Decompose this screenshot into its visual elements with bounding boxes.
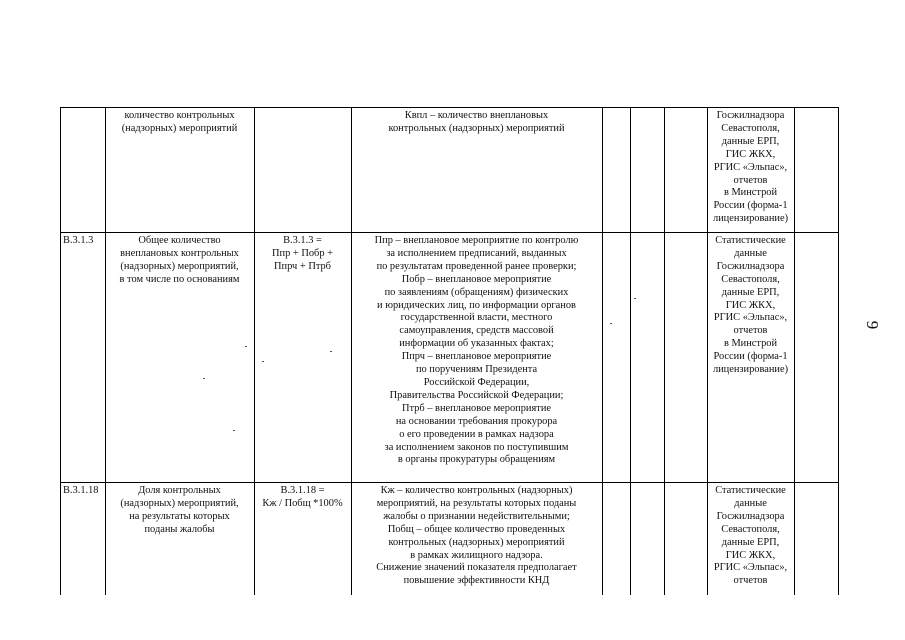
data-source: Статистические данные Госжилнадзора Севастополя, данные ЕРП, ГИС ЖКХ, РГИС «Эльпас», отчетов в Минстрой России (форма-1 лицензирование) (712, 235, 789, 376)
scan-speck (233, 430, 235, 431)
column-divider (794, 108, 795, 595)
formula: В.3.1.3 = Ппр + Побр + Ппрч + Птрб (272, 235, 333, 272)
column-divider (838, 108, 839, 595)
description: Квпл – количество внеплановых контрольных (надзорных) мероприятий (388, 110, 565, 134)
formula: В.3.1.18 = Кж / Побщ *100% (262, 485, 343, 509)
scan-speck (330, 351, 332, 352)
description: Ппр – внеплановое мероприятие по контролю за исполнением предписаний, выданных по результатам проведенной ранее проверки; Побр – внеплановое мероприятие по заявлениям (обращениям) физических и юридических лиц, по информации органов государственной власти, местного самоуправления, средств массовой информации об указанных фактах; Ппрч – внеплановое мероприятие по поручениям Президента Российской Федерации, Правительства Российской Федерации; Птрб – внеплановое мероприятие на основании требования прокурора о его проведении в рамках надзора за исполнением законов по поступившим в органы прокуратуры обращениям (374, 235, 579, 466)
scan-speck (262, 361, 264, 362)
indicators-table (60, 107, 839, 595)
scan-speck (203, 378, 205, 379)
row-divider (61, 482, 839, 483)
scan-speck (634, 298, 636, 299)
indicator-name: количество контрольных (надзорных) мероприятий (121, 110, 238, 134)
row-code: В.3.1.3 (63, 235, 94, 246)
scan-speck (245, 346, 247, 347)
column-divider (664, 108, 665, 595)
data-source: Статистические данные Госжилнадзора Севастополя, данные ЕРП, ГИС ЖКХ, РГИС «Эльпас», отчетов (713, 485, 788, 587)
data-source: Госжилнадзора Севастополя, данные ЕРП, ГИС ЖКХ, РГИС «Эльпас», отчетов в Минстрой России (форма-1 лицензирование) (712, 110, 789, 225)
row-divider (61, 232, 839, 233)
formula (255, 110, 350, 230)
indicator-name: Доля контрольных (надзорных) мероприятий, на результаты которых поданы жалобы (120, 485, 239, 535)
column-divider (630, 108, 631, 595)
scan-speck (610, 323, 612, 324)
row-code: В.3.1.18 (63, 485, 99, 496)
page-number: 9 (863, 320, 882, 330)
indicator-name: Общее количество внеплановых контрольных (надзорных) мероприятий, в том числе по основаниям (119, 235, 240, 285)
column-divider (602, 108, 603, 595)
description: Кж – количество контрольных (надзорных) мероприятий, на результаты которых поданы жалобы о признании недействительными; Побщ – общее количество проведенных контрольных (надзорных) мероприятий в рамках жилищного надзора. Снижение значений показателя предполагает повышение эффективности КНД (376, 485, 577, 587)
